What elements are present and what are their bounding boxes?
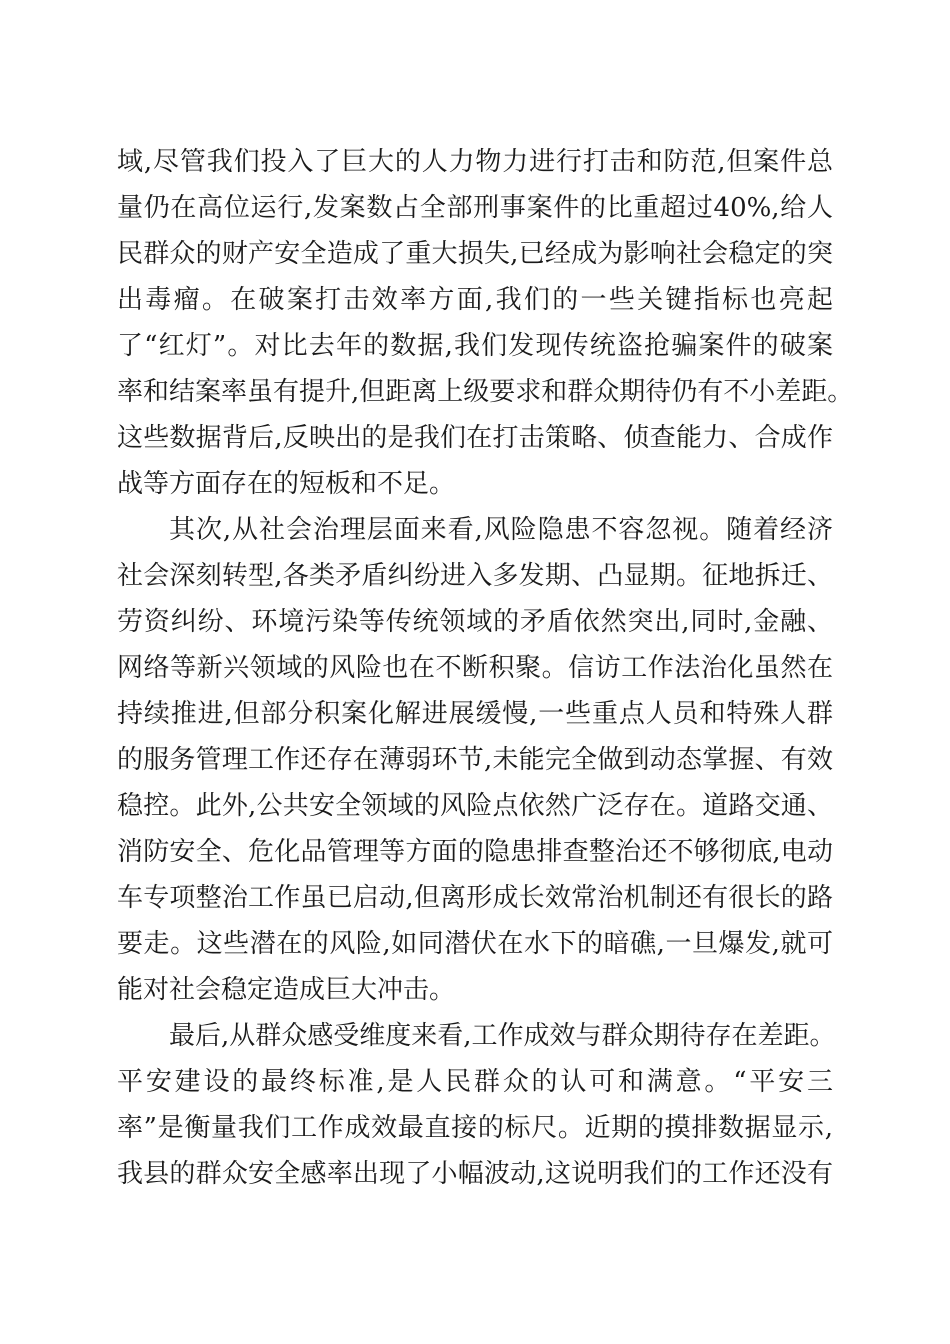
text-line: 持续推进,但部分积案化解进展缓慢,一些重点人员和特殊人群 bbox=[117, 699, 833, 729]
text-line: 网络等新兴领域的风险也在不断积聚。信访工作法治化虽然在 bbox=[117, 653, 833, 683]
text-line: 车专项整治工作虽已启动,但离形成长效常治机制还有很长的路 bbox=[117, 883, 833, 913]
text-line: 战等方面存在的短板和不足。 bbox=[117, 469, 456, 499]
text-line: 域,尽管我们投入了巨大的人力物力进行打击和防范,但案件总 bbox=[117, 147, 833, 177]
text-line: 出毒瘤。在破案打击效率方面,我们的一些关键指标也亮起 bbox=[117, 285, 833, 315]
text-line: 率和结案率虽有提升,但距离上级要求和群众期待仍有不小差距。 bbox=[117, 377, 854, 407]
text-line: 劳资纠纷、环境污染等传统领域的矛盾依然突出,同时,金融、 bbox=[117, 607, 833, 637]
text-line: 的服务管理工作还存在薄弱环节,未能完全做到动态掌握、有效 bbox=[117, 745, 833, 775]
text-line: 这些数据背后,反映出的是我们在打击策略、侦查能力、合成作 bbox=[117, 423, 833, 453]
text-line: 社会深刻转型,各类矛盾纠纷进入多发期、凸显期。征地拆迁、 bbox=[117, 561, 833, 591]
text-line: 民群众的财产安全造成了重大损失,已经成为影响社会稳定的突 bbox=[117, 239, 833, 269]
paragraph-first-line: 最后,从群众感受维度来看,工作成效与群众期待存在差距。 bbox=[169, 1021, 836, 1051]
text-line: 率”是衡量我们工作成效最直接的标尺。近期的摸排数据显示, bbox=[117, 1113, 833, 1143]
text-line: 消防安全、危化品管理等方面的隐患排查整治还不够彻底,电动 bbox=[117, 837, 833, 867]
text-line: 稳控。此外,公共安全领域的风险点依然广泛存在。道路交通、 bbox=[117, 791, 833, 821]
text-line: 我县的群众安全感率出现了小幅波动,这说明我们的工作还没有 bbox=[117, 1159, 833, 1189]
text-line: 能对社会稳定造成巨大冲击。 bbox=[117, 975, 456, 1005]
text-line: 平安建设的最终标准,是人民群众的认可和满意。“平安三 bbox=[117, 1067, 833, 1097]
paragraph-first-line: 其次,从社会治理层面来看,风险隐患不容忽视。随着经济 bbox=[169, 515, 833, 545]
text-line: 量仍在高位运行,发案数占全部刑事案件的比重超过40%,给人 bbox=[117, 193, 833, 223]
text-line: 要走。这些潜在的风险,如同潜伏在水下的暗礁,一旦爆发,就可 bbox=[117, 929, 833, 959]
text-line: 了“红灯”。对比去年的数据,我们发现传统盗抢骗案件的破案 bbox=[117, 331, 833, 361]
